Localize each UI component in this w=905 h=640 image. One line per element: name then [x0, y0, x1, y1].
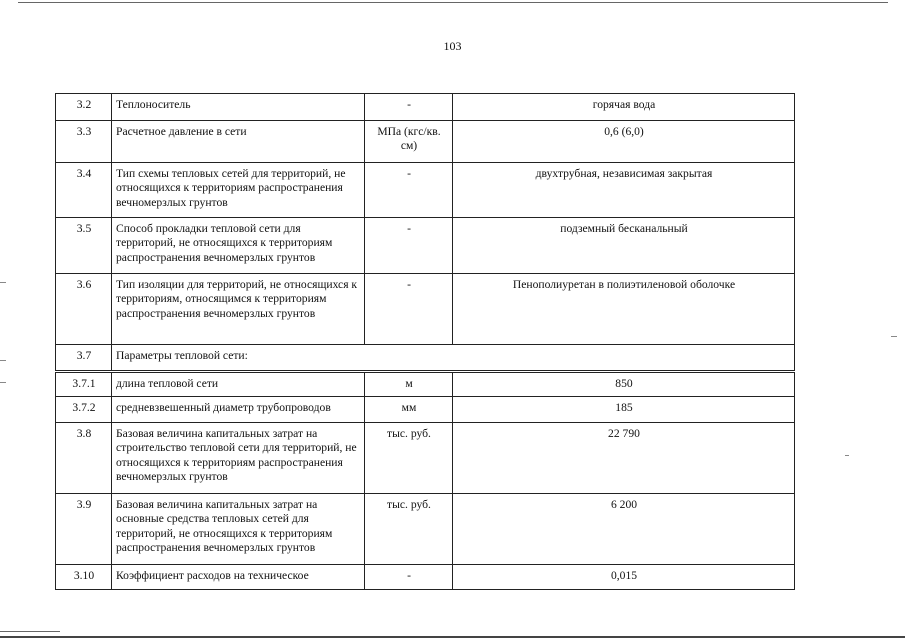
row-number: 3.6	[56, 274, 112, 345]
parameter-name: Тип изоляции для территорий, не относящихся к территориям, относящимся к территориям распространения вечномерзлых грунтов	[112, 274, 365, 345]
table-row	[56, 274, 795, 345]
parameter-name: Теплоноситель	[112, 94, 365, 121]
unit: -	[365, 163, 453, 218]
table-row	[56, 397, 795, 423]
bottom-edge-line	[0, 631, 60, 632]
value: Пенополиуретан в полиэтиленовой оболочке	[453, 274, 795, 345]
unit: -	[365, 94, 453, 121]
parameter-name: Коэффициент расходов на техническое	[112, 565, 365, 590]
value: двухтрубная, независимая закрытая	[453, 163, 795, 218]
parameter-name: Тип схемы тепловых сетей для территорий, не относящихся к территориям распространения вечномерзлых грунтов	[112, 163, 365, 218]
bottom-edge-line	[0, 636, 905, 638]
unit: -	[365, 565, 453, 590]
row-number: 3.3	[56, 121, 112, 163]
table-row	[56, 423, 795, 494]
unit: -	[365, 274, 453, 345]
row-number: 3.7.2	[56, 397, 112, 423]
unit: тыс. руб.	[365, 423, 453, 494]
value: 850	[453, 372, 795, 397]
unit: м	[365, 372, 453, 397]
table-row	[56, 565, 795, 590]
unit: мм	[365, 397, 453, 423]
scan-speck	[891, 336, 897, 337]
parameter-name: Базовая величина капитальных затрат на строительство тепловой сети для территорий, не относящихся к территориям распространения вечномерзлых грунтов	[112, 423, 365, 494]
row-number: 3.5	[56, 218, 112, 274]
row-number: 3.7	[56, 345, 112, 372]
parameter-name: Способ прокладки тепловой сети для территорий, не относящихся к территориям распространения вечномерзлых грунтов	[112, 218, 365, 274]
scan-speck	[0, 282, 6, 283]
parameter-group-title: Параметры тепловой сети:	[112, 345, 795, 372]
value: подземный бесканальный	[453, 218, 795, 274]
table-row	[56, 218, 795, 274]
scan-speck	[0, 360, 6, 361]
value: 0,015	[453, 565, 795, 590]
parameters-table	[55, 93, 795, 590]
row-number: 3.8	[56, 423, 112, 494]
row-number: 3.2	[56, 94, 112, 121]
scan-speck	[0, 382, 6, 383]
scan-speck	[845, 455, 849, 456]
value: 6 200	[453, 494, 795, 565]
value: 22 790	[453, 423, 795, 494]
table-row	[56, 121, 795, 163]
page-number: 103	[443, 39, 462, 53]
row-number: 3.4	[56, 163, 112, 218]
row-number: 3.10	[56, 565, 112, 590]
table-row	[56, 94, 795, 121]
parameter-name: Базовая величина капитальных затрат на основные средства тепловых сетей для территорий, не относящихся к территориям распространения вечномерзлых грунтов	[112, 494, 365, 565]
unit: МПа (кгс/кв. см)	[365, 121, 453, 163]
parameter-name: средневзвешенный диаметр трубопроводов	[112, 397, 365, 423]
unit: -	[365, 218, 453, 274]
table-row	[56, 163, 795, 218]
row-number: 3.9	[56, 494, 112, 565]
table-row	[56, 372, 795, 397]
unit: тыс. руб.	[365, 494, 453, 565]
value: 0,6 (6,0)	[453, 121, 795, 163]
table-row	[56, 494, 795, 565]
table-row	[56, 345, 795, 372]
value: горячая вода	[453, 94, 795, 121]
parameter-name: Расчетное давление в сети	[112, 121, 365, 163]
top-edge-line	[18, 2, 888, 3]
parameter-name: длина тепловой сети	[112, 372, 365, 397]
value: 185	[453, 397, 795, 423]
row-number: 3.7.1	[56, 372, 112, 397]
